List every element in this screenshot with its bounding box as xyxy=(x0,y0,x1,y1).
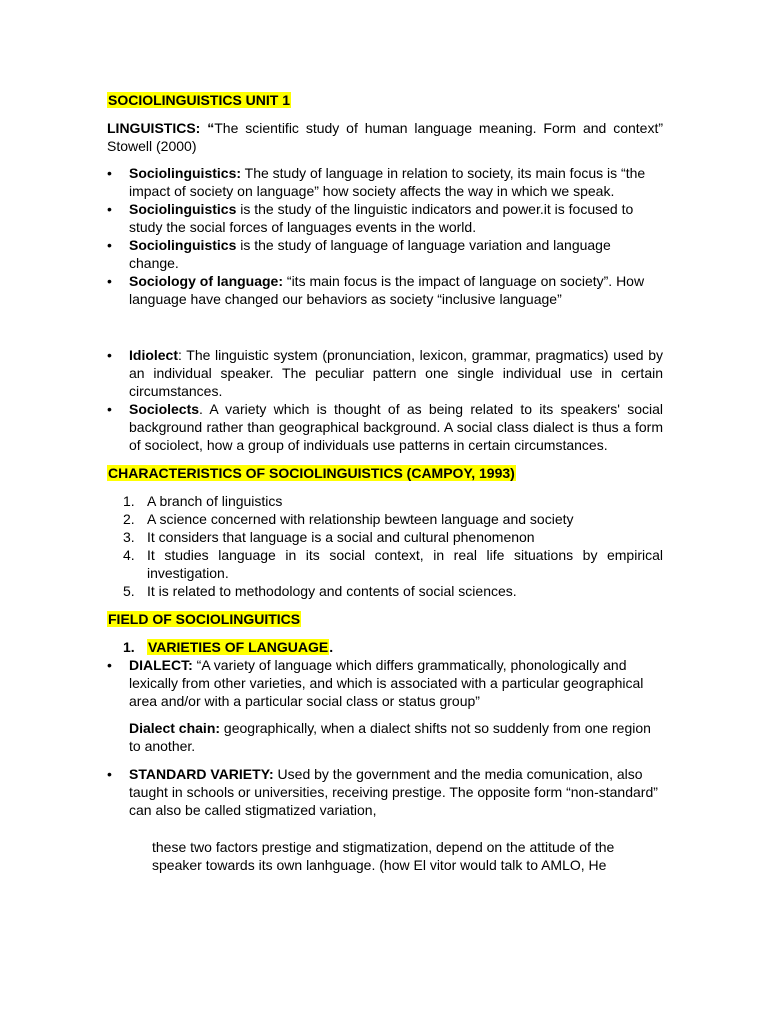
list-item: 2. A science concerned with relationship bewteen language and society xyxy=(123,511,574,527)
sociolinguistics-definitions xyxy=(107,164,663,308)
characteristics-list xyxy=(107,492,663,600)
list-item: • Sociolinguistics is the study of the linguistic indicators and power.it is focused to study the social forces of languages events in the world. xyxy=(107,200,663,236)
varieties-period: . xyxy=(329,639,334,655)
lect-definitions xyxy=(107,346,663,454)
list-item: • Sociology of language: “its main focus is the impact of language on society”. How language have changed our behaviors as society “inclusive language” xyxy=(107,272,663,308)
list-item: • Sociolinguistics: The study of language in relation to society, its main focus is “the impact of society on language” how society affects the way in which we speak. xyxy=(107,164,663,200)
linguistics-quote-mark: “ xyxy=(200,120,215,136)
varieties-label: VARIETIES OF LANGUAGE xyxy=(148,639,329,655)
list-item: 4. It studies language in its social context, in real life situations by empirical investigation. xyxy=(123,547,663,581)
varieties-subheading: 1. VARIETIES OF LANGUAGE. xyxy=(123,639,334,655)
characteristics-heading-line xyxy=(107,464,663,482)
prestige-note: these two factors prestige and stigmatization, depend on the attitude of the speaker towards its own lanhguage. (how El vitor would talk to AMLO, He xyxy=(152,839,615,873)
list-item: 1. A branch of linguistics xyxy=(123,493,283,509)
linguistics-definition xyxy=(107,119,663,155)
dialect-definition: • DIALECT: “A variety of language which differs grammatically, phonologically and lexically from other varieties, and which is associated with a particular geographical area and/or with a particular social class or status group” xyxy=(107,656,663,710)
linguistics-text: The scientific study of human language meaning. Form and context” Stowell (2000) xyxy=(107,120,663,154)
list-item: • Sociolects. A variety which is thought of as being related to its speakers' social background rather than geographical background. A social class dialect is thus a form of sociolect, how a group of individuals use patterns in certain circumstances. xyxy=(107,400,663,454)
list-item: 3. It considers that language is a social and cultural phenomenon xyxy=(123,529,535,545)
field-heading-line xyxy=(107,610,663,628)
title-line xyxy=(107,91,663,109)
document-title: SOCIOLINGUISTICS UNIT 1 xyxy=(108,92,291,108)
field-heading: FIELD OF SOCIOLINGUITICS xyxy=(108,611,301,627)
document-page xyxy=(107,91,663,874)
characteristics-heading: CHARACTERISTICS OF SOCIOLINGUISTICS (CAMPOY, 1993) xyxy=(108,465,515,481)
list-item: 5. It is related to methodology and contents of social sciences. xyxy=(123,583,517,599)
list-item: • Sociolinguistics is the study of language of language variation and language change. xyxy=(107,236,663,272)
list-item: • Idiolect: The linguistic system (pronunciation, lexicon, grammar, pragmatics) used by an individual speaker. The peculiar pattern one single individual use in certain circumstances. xyxy=(107,346,663,400)
dialect-chain-definition: Dialect chain: geographically, when a dialect shifts not so suddenly from one region to another. xyxy=(129,720,651,754)
standard-variety-definition: • STANDARD VARIETY: Used by the government and the media comunication, also taught in schools or universities, receiving prestige. The opposite form “non-standard” can also be called stigmatized variation, xyxy=(107,765,663,819)
linguistics-term: LINGUISTICS: xyxy=(107,120,201,136)
